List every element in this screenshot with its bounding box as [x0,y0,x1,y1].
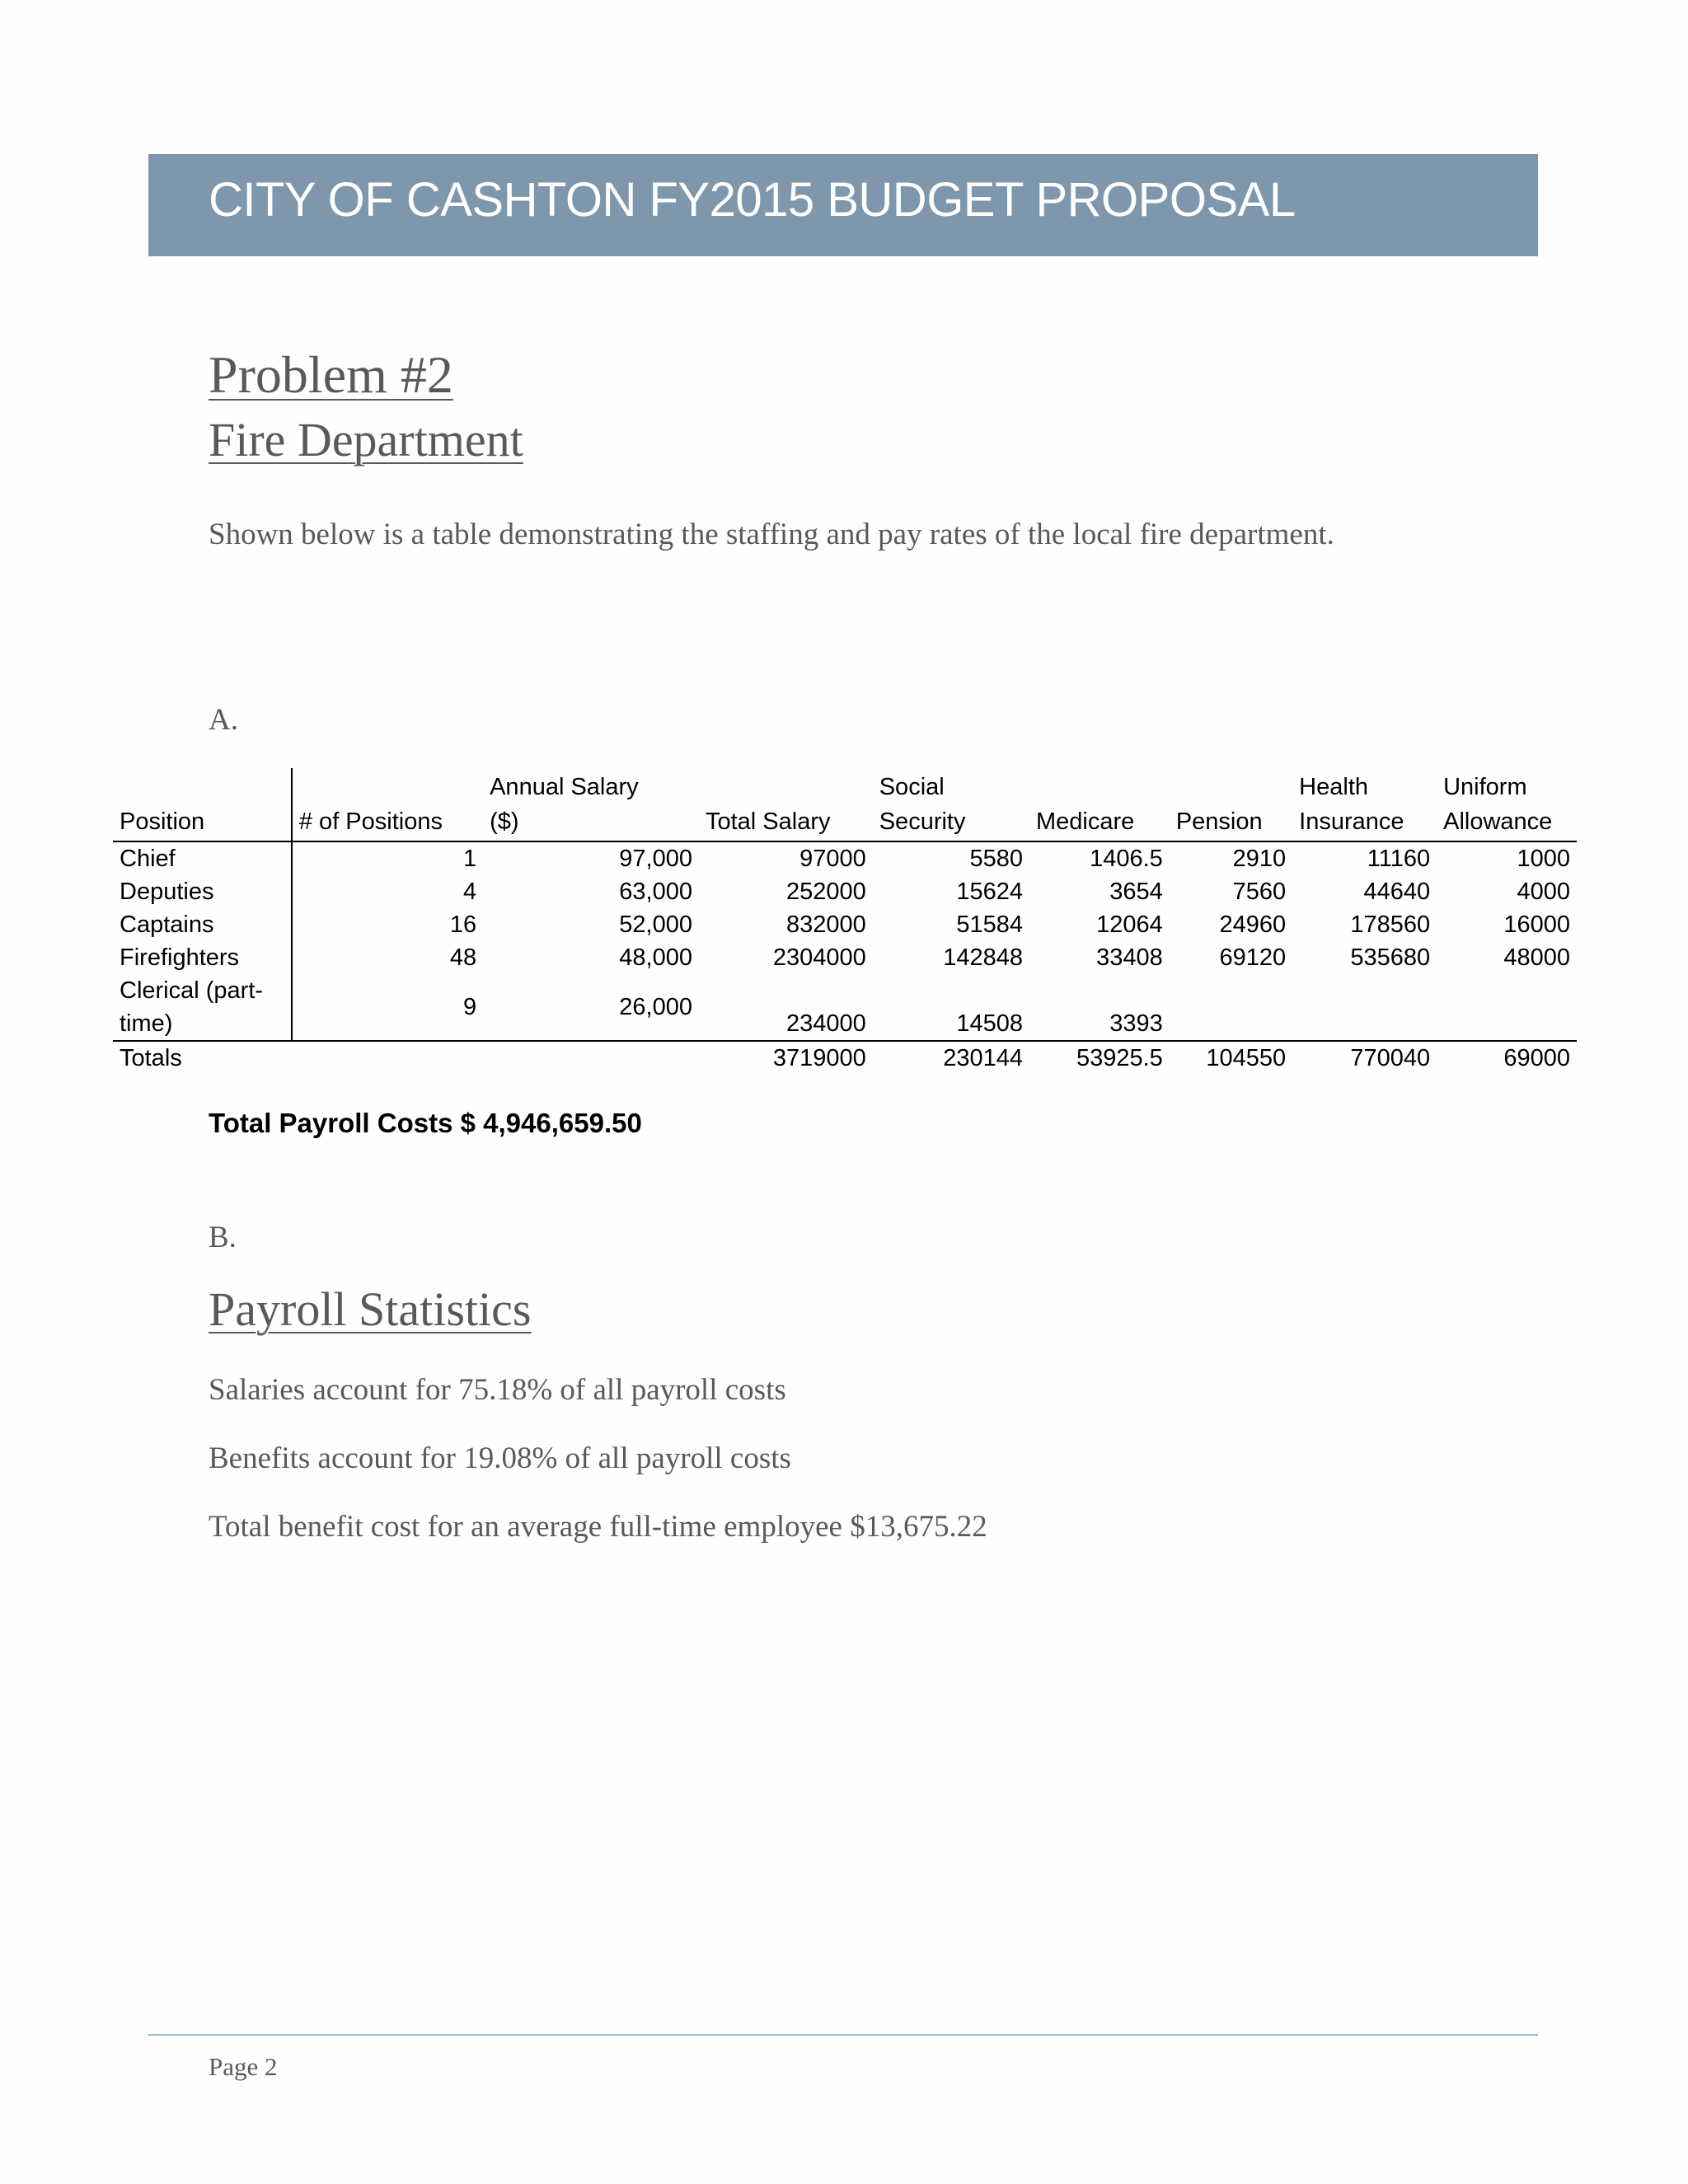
cell-medicare: 1406.5 [1090,846,1163,872]
table-row [113,841,1577,875]
col-position: Position [113,768,292,841]
table-totals-row [113,1041,1577,1075]
cell-health: 770040 [1350,1045,1431,1071]
payroll-statistics-heading: Payroll Statistics [209,1282,532,1336]
cell-position: Captains [113,908,292,941]
cell-ss: 5580 [969,846,1023,872]
cell-medicare: 53925.5 [1076,1045,1163,1071]
cell-ss: 51584 [956,912,1023,938]
document-title: CITY OF CASHTON FY2015 BUDGET PROPOSAL [209,173,1296,227]
department-heading: Fire Department [209,413,523,466]
cell-count: 1 [462,846,477,872]
cell-total: 97000 [799,846,866,872]
cell-uniform: 1000 [1517,846,1570,872]
cell-total: 252000 [785,879,866,905]
cell-pension: 69120 [1219,944,1287,971]
page-number: Page 2 [209,2052,278,2081]
cell-position: Clerical (part-time) [113,974,292,1041]
cell-uniform: 4000 [1517,879,1570,905]
cell-ss: 14508 [956,1010,1023,1037]
title-banner [148,154,1538,256]
cell-total: 2304000 [772,944,866,971]
cell-count: 16 [449,912,477,938]
col-medicare: Medicare [1036,808,1135,835]
cell-medicare: 3654 [1109,879,1163,905]
avg-benefit-stat: Total benefit cost for an average full-time employee $13,675.22 [209,1510,987,1544]
section-b-label: B. [209,1221,237,1254]
cell-ss: 230144 [943,1045,1023,1071]
cell-annual: 52,000 [619,912,692,938]
cell-pension: 24960 [1219,912,1287,938]
cell-total: 234000 [785,1010,866,1037]
col-annual-salary: Annual Salary ($) [490,774,639,835]
cell-health: 11160 [1367,846,1431,872]
cell-pension: 7560 [1232,879,1287,905]
cell-uniform: 69000 [1503,1045,1570,1071]
cell-annual: 63,000 [619,879,692,905]
intro-paragraph: Shown below is a table demonstrating the staffing and pay rates of the local fire department. [209,518,1334,551]
table-row [113,908,1577,941]
cell-position: Firefighters [113,941,292,974]
cell-annual: 48,000 [619,944,692,971]
col-health-insurance: Health Insurance [1299,774,1404,835]
cell-annual: 26,000 [619,994,692,1020]
cell-position: Chief [113,841,292,875]
col-pension: Pension [1175,808,1263,835]
table-row [113,875,1577,908]
table-row [113,974,1577,1041]
cell-medicare: 3393 [1109,1010,1163,1037]
cell-uniform: 48000 [1503,944,1570,971]
cell-position: Deputies [113,875,292,908]
cell-count: 9 [462,994,477,1020]
col-total-salary: Total Salary [705,808,831,835]
cell-uniform: 16000 [1503,912,1570,938]
cell-total: 832000 [785,912,866,938]
col-positions: # of Positions [298,808,443,835]
footer-divider [148,2034,1538,2036]
cell-health: 178560 [1350,912,1431,938]
col-social-security: Social Security [879,774,966,835]
cell-pension: 104550 [1206,1045,1287,1071]
problem-heading: Problem #2 [209,345,453,404]
total-payroll-costs: Total Payroll Costs $ 4,946,659.50 [209,1108,642,1138]
cell-total: 3719000 [772,1045,866,1071]
cell-medicare: 33408 [1096,944,1163,971]
cell-uniform [1437,974,1577,1041]
benefits-stat: Benefits account for 19.08% of all payroll costs [209,1441,791,1475]
cell-ss: 15624 [956,879,1023,905]
cell-health: 44640 [1363,879,1431,905]
table-header-row [113,768,1577,841]
section-a-label: A. [209,703,238,737]
staffing-table [113,768,1577,1075]
cell-pension: 2910 [1232,846,1287,872]
col-uniform-allowance: Uniform Allowance [1443,774,1553,835]
cell-health: 535680 [1350,944,1431,971]
cell-health [1292,974,1437,1041]
cell-annual: 97,000 [619,846,692,872]
cell-totals-label: Totals [120,1045,182,1071]
cell-medicare: 12064 [1096,912,1163,938]
cell-pension [1170,974,1292,1041]
cell-count: 48 [449,944,477,971]
table-row [113,941,1577,974]
salaries-stat: Salaries account for 75.18% of all payroll costs [209,1373,786,1407]
cell-ss: 142848 [943,944,1023,971]
cell-count: 4 [462,879,477,905]
